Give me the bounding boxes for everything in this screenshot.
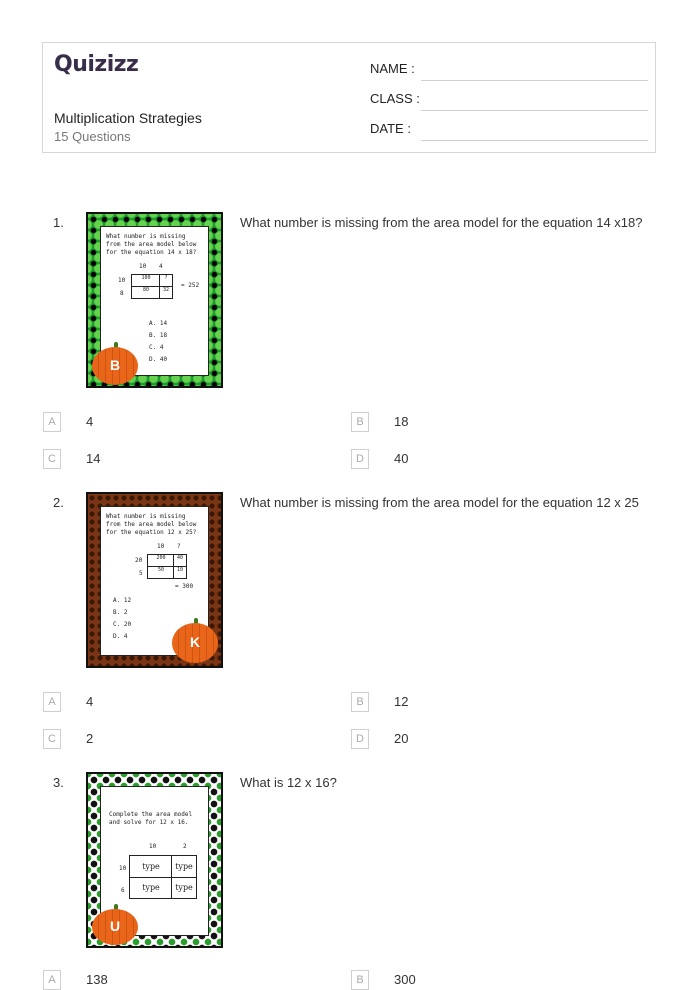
option-letter: B — [351, 412, 369, 432]
question-text: What is 12 x 16? — [240, 775, 337, 790]
date-label: DATE : — [370, 121, 411, 136]
card-prompt: What number is missing from the area model below for the equation 14 x 18? — [106, 233, 197, 256]
card-row-2: 5 — [139, 570, 143, 577]
option-text: 20 — [394, 731, 409, 746]
card-col-1: 10 — [149, 843, 157, 850]
card-cell: 100 — [131, 274, 161, 287]
question-number: 2. — [53, 495, 64, 510]
date-line[interactable] — [421, 140, 648, 141]
quizizz-logo: Quizizz — [54, 52, 139, 77]
card-total: = 300 — [175, 583, 194, 590]
pumpkin-letter: U — [109, 918, 121, 934]
option-text: 138 — [86, 972, 108, 987]
option-letter: B — [351, 970, 369, 990]
question-text: What number is missing from the area model for the equation 12 x 25 — [240, 495, 639, 510]
pumpkin-letter: B — [109, 357, 121, 373]
card-cell: type — [129, 855, 173, 879]
card-row-1: 10 — [118, 277, 126, 284]
option-text: 2 — [86, 731, 94, 746]
card-cell: type — [129, 877, 173, 899]
option-text: 18 — [394, 414, 409, 429]
question-count: 15 Questions — [54, 129, 131, 144]
card-cell: 10 — [173, 566, 187, 579]
card-row-1: 20 — [135, 557, 143, 564]
card-cell: 80 — [131, 286, 161, 299]
card-choice: A. 14 — [149, 320, 168, 327]
card-row-1: 10 — [119, 865, 127, 872]
card-choice: B. 18 — [149, 332, 168, 339]
question-image — [86, 772, 223, 948]
option-letter: B — [351, 692, 369, 712]
pumpkin-letter: K — [189, 634, 201, 650]
name-field[interactable] — [370, 61, 648, 81]
card-prompt: Complete the area model and solve for 12 x 16. — [109, 811, 193, 826]
card-cell: 200 — [147, 554, 175, 567]
option-letter: C — [43, 729, 61, 749]
card-prompt: What number is missing from the area model below for the equation 12 x 25? — [106, 513, 197, 536]
date-field[interactable] — [370, 121, 648, 141]
card-col-2: 2 — [183, 843, 187, 850]
name-line[interactable] — [421, 80, 648, 81]
card-cell: type — [171, 855, 197, 879]
option-letter: D — [351, 449, 369, 469]
card-choice: D. 4 — [113, 633, 128, 640]
question-number: 3. — [53, 775, 64, 790]
question-image — [86, 212, 223, 388]
card-col-2: ? — [177, 543, 181, 550]
option-text: 40 — [394, 451, 409, 466]
card-choice: C. 4 — [149, 344, 164, 351]
option-letter: A — [43, 692, 61, 712]
worksheet-header — [42, 42, 656, 153]
pumpkin-icon — [172, 623, 218, 663]
card-cell: 50 — [147, 566, 175, 579]
option-text: 14 — [86, 451, 101, 466]
card-choice: C. 20 — [113, 621, 132, 628]
card-col-2: 4 — [159, 263, 163, 270]
class-field[interactable] — [370, 91, 648, 111]
card-row-2: 8 — [120, 290, 124, 297]
card-choice: B. 2 — [113, 609, 128, 616]
class-line[interactable] — [421, 110, 648, 111]
card-choice: D. 40 — [149, 356, 168, 363]
card-row-2: 6 — [121, 887, 125, 894]
pumpkin-icon — [92, 909, 138, 945]
card-cell: ? — [159, 274, 173, 287]
class-label: CLASS : — [370, 91, 420, 106]
card-choice: A. 12 — [113, 597, 132, 604]
card-cell: 40 — [173, 554, 187, 567]
option-text: 4 — [86, 414, 94, 429]
option-letter: C — [43, 449, 61, 469]
option-letter: A — [43, 412, 61, 432]
pumpkin-icon — [92, 347, 138, 385]
option-text: 4 — [86, 694, 94, 709]
question-number: 1. — [53, 215, 64, 230]
worksheet-title: Multiplication Strategies — [54, 110, 202, 126]
card-total: = 252 — [181, 282, 200, 289]
question-image — [86, 492, 223, 668]
option-text: 300 — [394, 972, 416, 987]
name-label: NAME : — [370, 61, 415, 76]
card-col-1: 10 — [157, 543, 165, 550]
question-text: What number is missing from the area model for the equation 14 x18? — [240, 215, 643, 230]
card-cell: type — [171, 877, 197, 899]
option-letter: D — [351, 729, 369, 749]
card-col-1: 10 — [139, 263, 147, 270]
card-cell: 32 — [159, 286, 173, 299]
option-text: 12 — [394, 694, 409, 709]
option-letter: A — [43, 970, 61, 990]
